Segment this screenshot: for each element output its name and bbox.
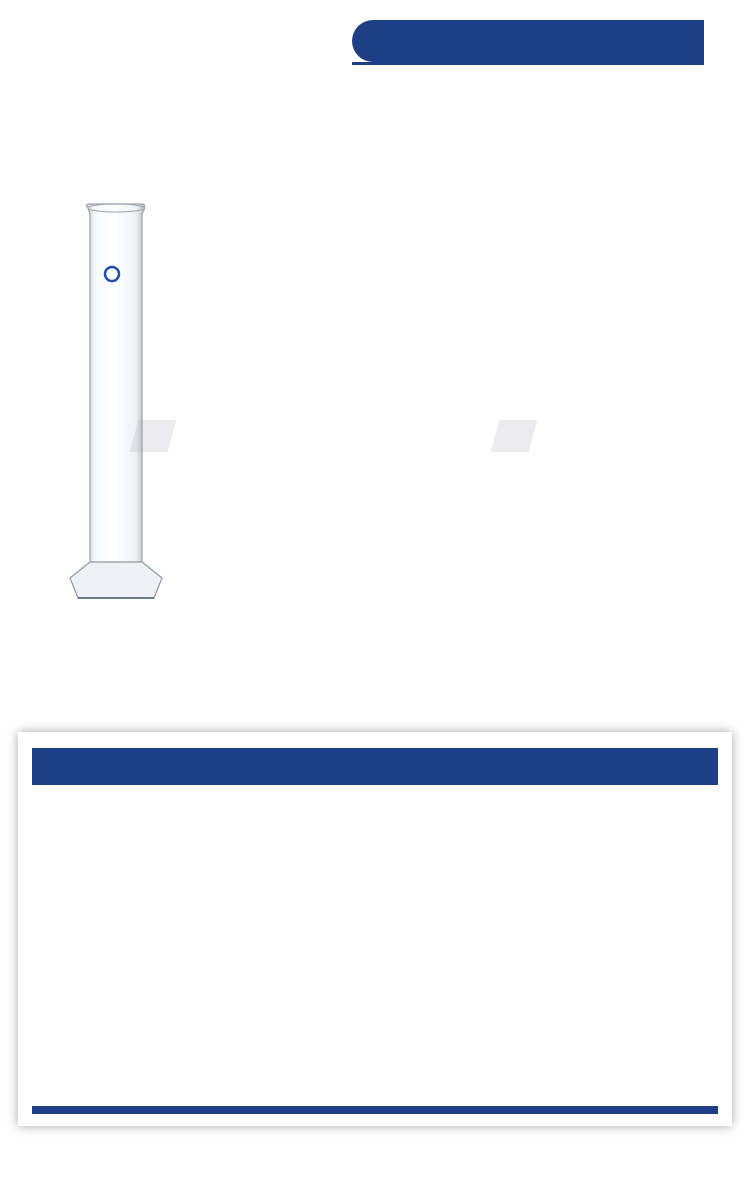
header-cell [32, 748, 150, 785]
header-cell [150, 748, 249, 785]
spec-table-card [18, 732, 732, 1126]
spec-size [232, 131, 238, 157]
spec-table [32, 748, 718, 785]
page-title [352, 20, 704, 62]
table-bottom-bar [32, 1106, 718, 1114]
header-cell [477, 748, 591, 785]
spec-material [232, 95, 238, 121]
watermark-logo-icon [491, 420, 538, 452]
table-header [32, 748, 718, 785]
header-cell [363, 748, 477, 785]
header-cell [249, 748, 363, 785]
header-cell [591, 748, 718, 785]
title-underline [352, 62, 704, 65]
graduated-cylinder-image [50, 200, 180, 610]
